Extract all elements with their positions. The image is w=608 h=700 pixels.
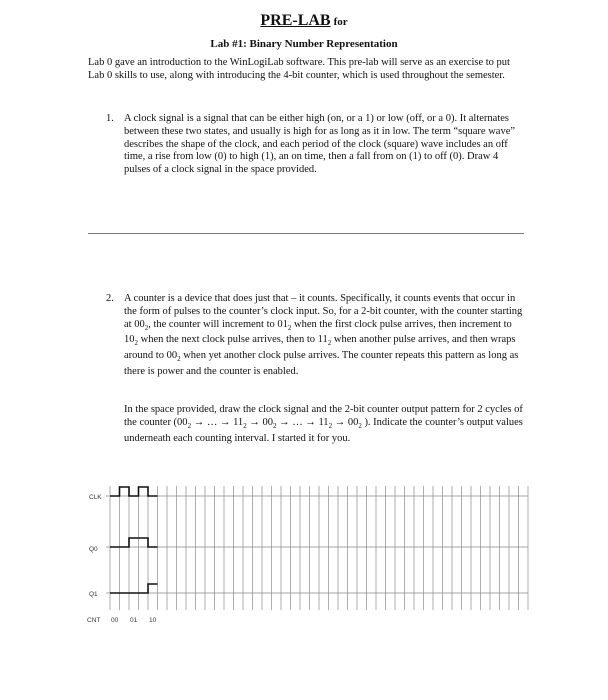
question-2-instructions: In the space provided, draw the clock signal and the 2-bit counter output pattern for 2 cycles of the counter ($00_2$ → … → $11_2 \to 00_2$ → … → $11_2 \to 00_2$ ). Indicate the counter’s output values underneath each counting interval. I started it for you. xyxy=(124,404,523,444)
title-suffix: for xyxy=(333,16,348,28)
timing-grid xyxy=(110,486,528,610)
q1-waveform xyxy=(110,584,158,593)
cnt-value: 00 xyxy=(111,617,119,624)
waveforms xyxy=(110,487,158,593)
cnt-value: 10 xyxy=(149,617,157,624)
question-1-text: A clock signal is a signal that can be either high (on, or a 1) or low (off, or a 0). It alternates between these two states, and usually is high for as long as it in low. The term “square wave” describes the shape of the clock, and each period of the clock (square) wave includes an off time, a rise from low (0) to high (1), an on time, then a fall from on (1) to off (0). Draw 4 pulses of a clock signal in the space provided. xyxy=(124,113,516,176)
clk-waveform xyxy=(110,487,158,496)
question-2-number: 2. xyxy=(106,293,114,304)
cnt-label: CNT xyxy=(87,617,101,624)
question-2-text: A counter is a device that does just that – it counts. Specifically, it counts events that occur in the form of pulses to the counter’s clock input. So, for a 2-bit counter, with the counter starting at $00_2$, the counter will increment to $01_2$ when the first clock pulse arrives, then increment to $10_2$ when the next clock pulse arrives, then to $11_2$ when another pulse arrives, and then wraps around to $00_2$ when yet another clock pulse arrives. The counter repeats this pattern as long as there is power and the counter is enabled. xyxy=(124,293,523,378)
q0-waveform xyxy=(110,538,158,547)
lab-subtitle: Lab #1: Binary Number Representation xyxy=(210,38,398,50)
cnt-value: 01 xyxy=(130,617,138,624)
q1-label: Q1 xyxy=(89,591,98,598)
q0-label: Q0 xyxy=(89,546,98,553)
clk-label: CLK xyxy=(89,494,102,501)
page-title: PRE-LAB xyxy=(260,12,331,29)
question-1-number: 1. xyxy=(106,113,114,124)
signal-axes xyxy=(106,496,528,593)
intro-paragraph: Lab 0 gave an introduction to the WinLogiLab software. This pre-lab will serve as an exercise to put Lab 0 skills to use, along with introducing the 4-bit counter, which is used throughout the semester. xyxy=(88,57,510,81)
